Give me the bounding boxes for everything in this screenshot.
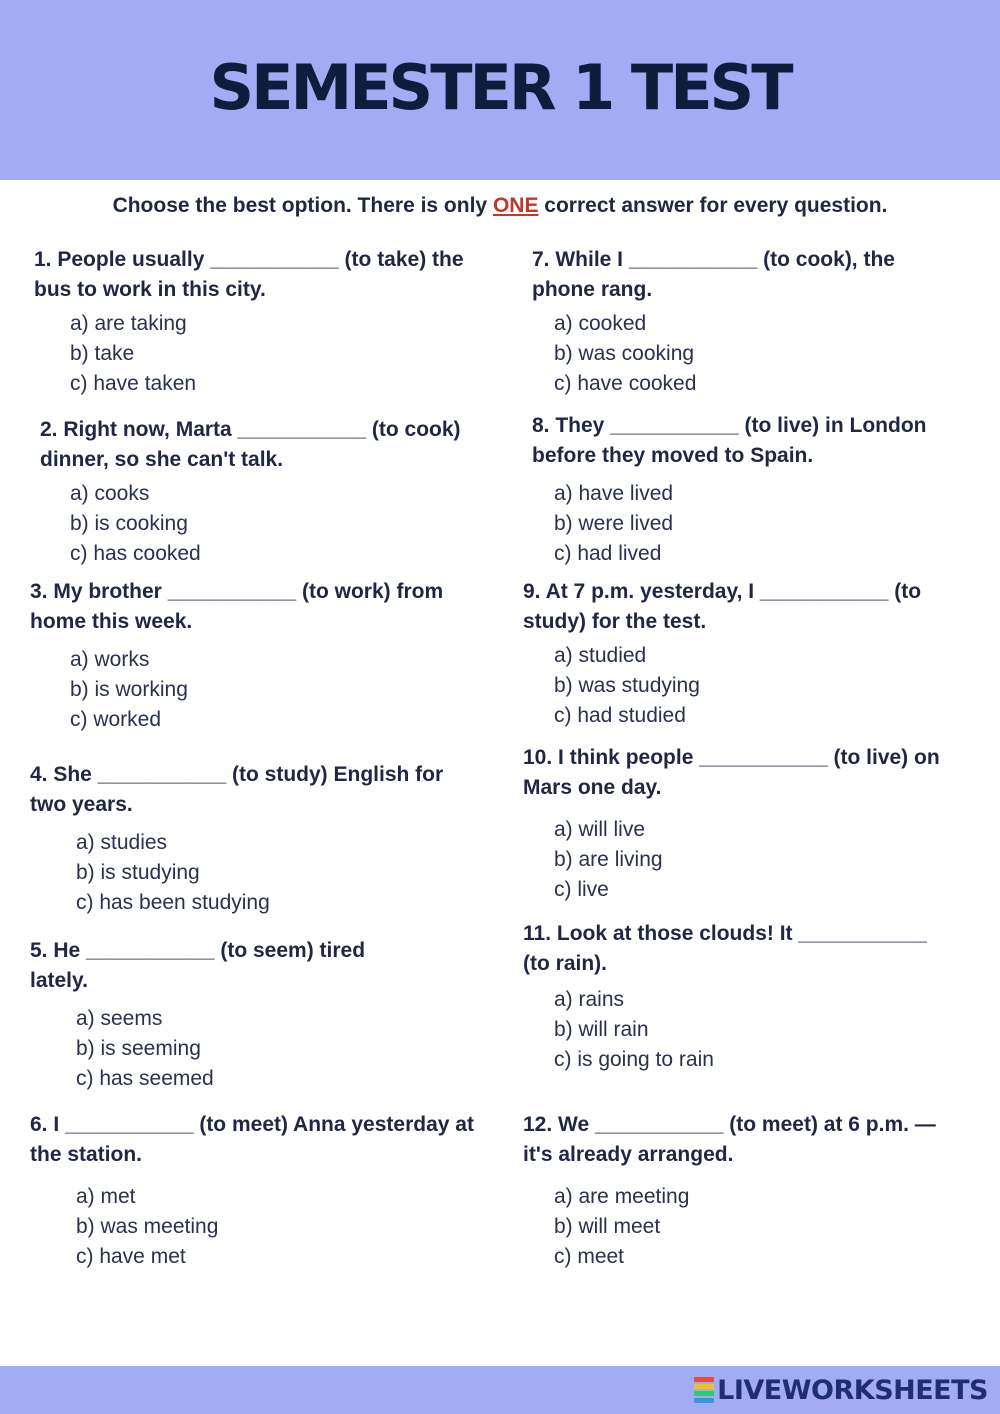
option-c[interactable]: c) have met: [76, 1245, 186, 1268]
question-stem: 7. While I ___________ (to cook), the phone rang.: [532, 248, 895, 301]
instruction-highlight: ONE: [492, 194, 539, 217]
liveworksheets-logo[interactable]: [694, 1370, 988, 1410]
question-stem: 12. We ___________ (to meet) at 6 p.m. — it's already arranged.: [523, 1113, 936, 1166]
brand-name: LIVEWORKSHEETS: [717, 1374, 988, 1406]
option-b[interactable]: b) is studying: [76, 861, 200, 884]
option-b[interactable]: b) will rain: [554, 1018, 649, 1041]
question-10: [523, 743, 943, 905]
question-5: [30, 936, 370, 1094]
option-b[interactable]: b) is seeming: [76, 1037, 201, 1060]
instruction-text: Choose the best option. There is only: [112, 194, 493, 217]
option-c[interactable]: c) had lived: [554, 542, 662, 565]
instruction: [0, 192, 1000, 220]
option-a[interactable]: a) met: [76, 1185, 136, 1208]
option-a[interactable]: a) cooked: [554, 312, 647, 335]
option-a[interactable]: a) have lived: [554, 482, 674, 505]
option-c[interactable]: c) is going to rain: [554, 1048, 714, 1071]
question-2: [40, 415, 480, 569]
option-a[interactable]: a) studies: [76, 831, 168, 854]
question-11: [523, 919, 953, 1075]
option-a[interactable]: a) are meeting: [554, 1185, 690, 1208]
option-b[interactable]: b) were lived: [554, 512, 674, 535]
option-a[interactable]: a) studied: [554, 644, 647, 667]
option-b[interactable]: b) was studying: [554, 674, 700, 697]
option-c[interactable]: c) have cooked: [554, 372, 697, 395]
option-a[interactable]: a) cooks: [70, 482, 150, 505]
question-12: [523, 1110, 953, 1272]
instruction-text-end: correct answer for every question.: [538, 194, 888, 217]
option-c[interactable]: c) worked: [70, 708, 162, 731]
option-a[interactable]: a) seems: [76, 1007, 163, 1030]
option-b[interactable]: b) is cooking: [70, 512, 188, 535]
option-a[interactable]: a) are taking: [70, 312, 187, 335]
option-c[interactable]: c) has cooked: [70, 542, 201, 565]
question-stem: 9. At 7 p.m. yesterday, I ___________ (to study) for the test.: [523, 580, 922, 633]
option-a[interactable]: a) rains: [554, 988, 625, 1011]
option-c[interactable]: c) meet: [554, 1245, 625, 1268]
option-b[interactable]: b) take: [70, 342, 135, 365]
option-b[interactable]: b) was meeting: [76, 1215, 219, 1238]
option-a[interactable]: a) will live: [554, 818, 646, 841]
option-b[interactable]: b) will meet: [554, 1215, 661, 1238]
question-stem: 6. I ___________ (to meet) Anna yesterday at the station.: [30, 1113, 474, 1166]
option-a[interactable]: a) works: [70, 648, 150, 671]
page-title: SEMESTER 1 TEST: [209, 51, 791, 124]
question-stem: 5. He ___________ (to seem) tired lately.: [30, 939, 366, 992]
option-b[interactable]: b) are living: [554, 848, 663, 871]
option-c[interactable]: c) had studied: [554, 704, 686, 727]
question-stem: 4. She ___________ (to study) English for two years.: [30, 763, 444, 816]
option-c[interactable]: c) has been studying: [76, 891, 270, 914]
question-stem: 10. I think people ___________ (to live) on Mars one day.: [523, 746, 940, 799]
question-stem: 11. Look at those clouds! It ___________ (to rain).: [523, 922, 927, 975]
question-stem: 2. Right now, Marta ___________ (to cook) dinner, so she can't talk.: [40, 418, 461, 471]
question-stem: 8. They ___________ (to live) in London before they moved to Spain.: [532, 414, 927, 467]
question-7: [532, 245, 962, 399]
liveworksheets-badge-icon: [694, 1377, 714, 1403]
question-4: [30, 760, 480, 918]
question-stem: 3. My brother ___________ (to work) from home this week.: [30, 580, 444, 633]
question-9: [523, 577, 933, 731]
option-c[interactable]: c) has seemed: [76, 1067, 214, 1090]
option-c[interactable]: c) live: [554, 878, 609, 901]
question-6: [30, 1110, 505, 1272]
question-stem: 1. People usually ___________ (to take) the bus to work in this city.: [34, 248, 464, 301]
question-3: [30, 577, 470, 735]
question-8: [532, 411, 932, 569]
option-b[interactable]: b) was cooking: [554, 342, 695, 365]
option-b[interactable]: b) is working: [70, 678, 188, 701]
option-c[interactable]: c) have taken: [70, 372, 197, 395]
question-1: [34, 245, 504, 399]
